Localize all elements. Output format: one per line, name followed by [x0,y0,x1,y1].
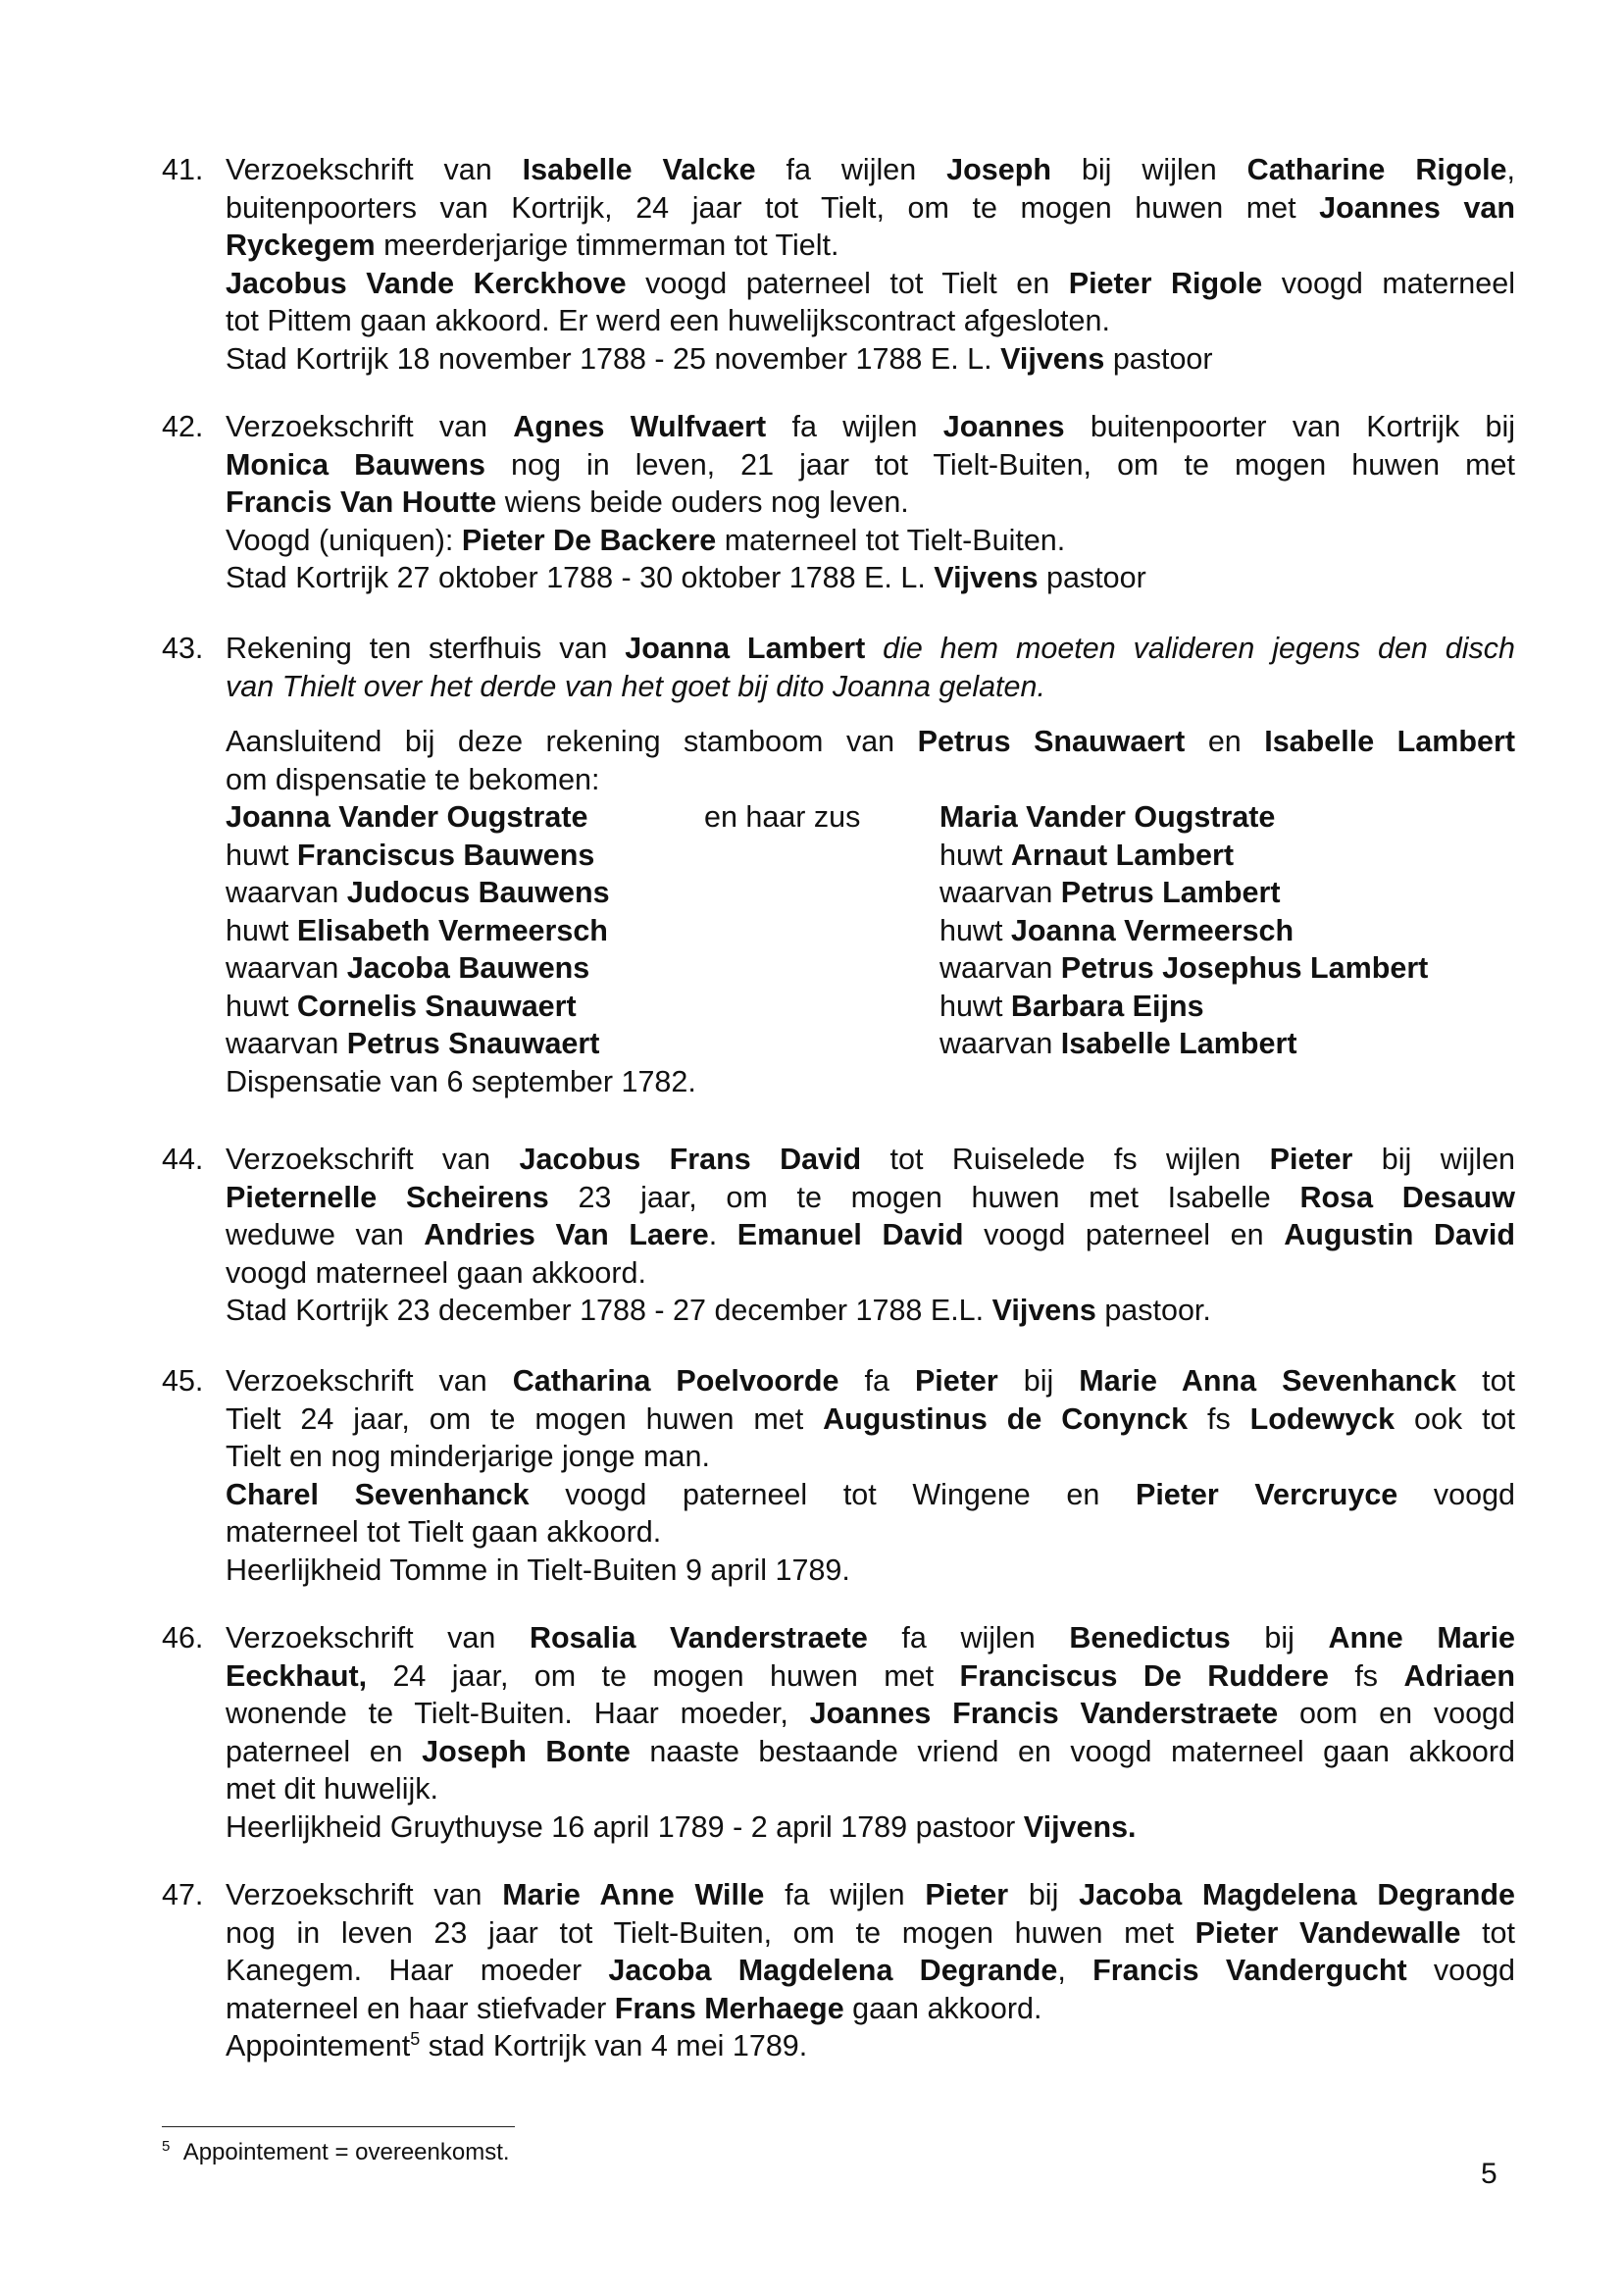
entry-line: Appointement$^5$ stad Kortrijk van 4 mei 1789. [226,2028,808,2062]
footnote-text: Appointement = overeenkomst. [182,2139,510,2165]
family-line: Maria Vander Ougstrate [939,800,1276,834]
entry-line: Tielt en nog minderjarige jonge man. [226,1440,710,1473]
entry-line: van Thielt over het derde van het goet bij dito Joanna gelaten. [226,669,1045,703]
entry-line: paterneel en Joseph Bonte naaste bestaande vriend en voogd materneel gaan akkoord [226,1734,1515,1768]
entry-44 [162,1141,1515,1330]
entry-line: buitenpoorters van Kortrijk, 24 jaar tot Tielt, om te mogen huwen met Joannes van [226,190,1515,225]
entry-45 [162,1362,1515,1589]
entry-line: Stad Kortrijk 23 december 1788 - 27 december 1788 E.L. Vijvens pastoor. [226,1294,1211,1327]
entry-line: Verzoekschrift van Rosalia Vanderstraete fa wijlen Benedictus bij Anne Marie [226,1621,1516,1655]
entry-line: Kanegem. Haar moeder Jacoba Magdelena Degrande, Francis Vandergucht voogd [226,1954,1516,1987]
family-line: huwt Arnaut Lambert [939,838,1234,872]
entry-line: Aansluitend bij deze rekening stamboom van Petrus Snauwaert en Isabelle Lambert [226,725,1515,758]
entry-line: materneel en haar stiefvader Frans Merhaege gaan akkoord. [226,1991,1042,2025]
family-line: waarvan Judocus Bauwens [226,876,610,909]
entry-47 [162,1876,1515,2065]
entry-line: Tielt 24 jaar, om te mogen huwen met Augustinus de Conynck fs Lodewyck ook tot [226,1401,1515,1436]
family-line: waarvan Petrus Josephus Lambert [939,951,1429,985]
family-line: huwt Joanna Vermeersch [939,913,1294,947]
entry-number: 44. [162,1143,204,1176]
entry-line: Heerlijkheid Gruythuyse 16 april 1789 - 2 april 1789 pastoor Vijvens. [226,1809,1137,1844]
footnote-divider [162,2126,515,2127]
sister-connector: en haar zus [704,800,861,834]
family-left-column [226,798,696,1100]
footnote-reference[interactable]: 5 [410,2028,421,2049]
family-line: waarvan Petrus Lambert [939,876,1281,909]
family-line: waarvan Isabelle Lambert [939,1027,1297,1060]
entry-line: materneel tot Tielt gaan akkoord. [226,1515,662,1549]
page-number: 5 [1481,2158,1497,2190]
dispensation-line: Dispensatie van 6 september 1782. [226,1064,696,1098]
entry-line: Verzoekschrift van Jacobus Frans David tot Ruiselede fs wijlen Pieter bij wijlen [226,1143,1515,1176]
entry-43 [162,630,1515,1100]
entry-line: Voogd (uniquen): Pieter De Backere materneel tot Tielt-Buiten. [226,523,1066,557]
family-line: huwt Barbara Eijns [939,989,1204,1023]
entry-line: Verzoekschrift van Catharina Poelvoorde fa Pieter bij Marie Anna Sevenhanck tot [226,1364,1516,1398]
entry-line: tot Pittem gaan akkoord. Er werd een huwelijkscontract afgesloten. [226,304,1110,337]
entry-line: Monica Bauwens nog in leven, 21 jaar tot Tielt-Buiten, om te mogen huwen met [226,447,1515,482]
entry-line: Francis Van Houtte wiens beide ouders nog leven. [226,485,909,519]
entry-line: Verzoekschrift van Marie Anne Wille fa wijlen Pieter bij Jacoba Magdelena Degrande [226,1878,1515,1911]
entry-line: Rekening ten sterfhuis van Joanna Lambert die hem moeten valideren jegens den disch [226,632,1515,665]
entry-number: 46. [162,1621,204,1655]
family-line: huwt Cornelis Snauwaert [226,989,577,1023]
family-line: waarvan Jacoba Bauwens [226,951,590,985]
family-line: Joanna Vander Ougstrate [226,800,588,834]
entry-line: Jacobus Vande Kerckhove voogd paterneel tot Tielt en Pieter Rigole voogd materneel [226,266,1515,300]
entry-number: 42. [162,410,204,443]
footnote [162,2138,510,2166]
entry-number: 41. [162,153,204,186]
entry-line: nog in leven 23 jaar tot Tielt-Buiten, om te mogen huwen met Pieter Vandewalle tot [226,1915,1515,1950]
entry-line: voogd materneel gaan akkoord. [226,1255,646,1290]
entry-line: Pieternelle Scheirens 23 jaar, om te mogen huwen met Isabelle Rosa Desauw [226,1180,1516,1214]
footnote-marker: 5 [162,2138,171,2155]
entry-line: Verzoekschrift van Agnes Wulfvaert fa wijlen Joannes buitenpoorter van Kortrijk bij [226,410,1516,443]
entry-line: Heerlijkheid Tomme in Tielt-Buiten 9 april 1789. [226,1553,850,1587]
entry-46 [162,1619,1515,1846]
entry-line: wonende te Tielt-Buiten. Haar moeder, Joannes Francis Vanderstraete oom en voogd [226,1697,1515,1730]
entry-line: Stad Kortrijk 18 november 1788 - 25 november 1788 E. L. Vijvens pastoor [226,341,1213,376]
family-line: huwt Elisabeth Vermeersch [226,913,608,947]
entry-line: Verzoekschrift van Isabelle Valcke fa wijlen Joseph bij wijlen Catharine Rigole, [226,153,1516,186]
entry-41 [162,151,1515,378]
family-line: waarvan Petrus Snauwaert [226,1027,600,1060]
entry-line: Charel Sevenhanck voogd paterneel tot Wingene en Pieter Vercruyce voogd [226,1477,1515,1511]
family-line: huwt Franciscus Bauwens [226,838,595,872]
family-right-column [939,798,1428,1063]
entry-line: Ryckegem meerderjarige timmerman tot Tielt. [226,229,839,262]
entry-line: Eeckhaut, 24 jaar, om te mogen huwen met Franciscus De Ruddere fs Adriaen [226,1658,1515,1693]
entry-number: 43. [162,632,204,665]
entry-number: 47. [162,1878,204,1911]
entry-line: met dit huwelijk. [226,1772,438,1806]
entry-42 [162,408,1515,597]
family-connector [704,798,860,837]
entry-line: Stad Kortrijk 27 oktober 1788 - 30 oktober 1788 E. L. Vijvens pastoor [226,561,1146,594]
entry-number: 45. [162,1364,204,1398]
entry-line: om dispensatie te bekomen: [226,762,600,796]
family-tree [226,798,1515,1100]
entry-line: weduwe van Andries Van Laere. Emanuel David voogd paterneel en Augustin David [226,1218,1516,1251]
